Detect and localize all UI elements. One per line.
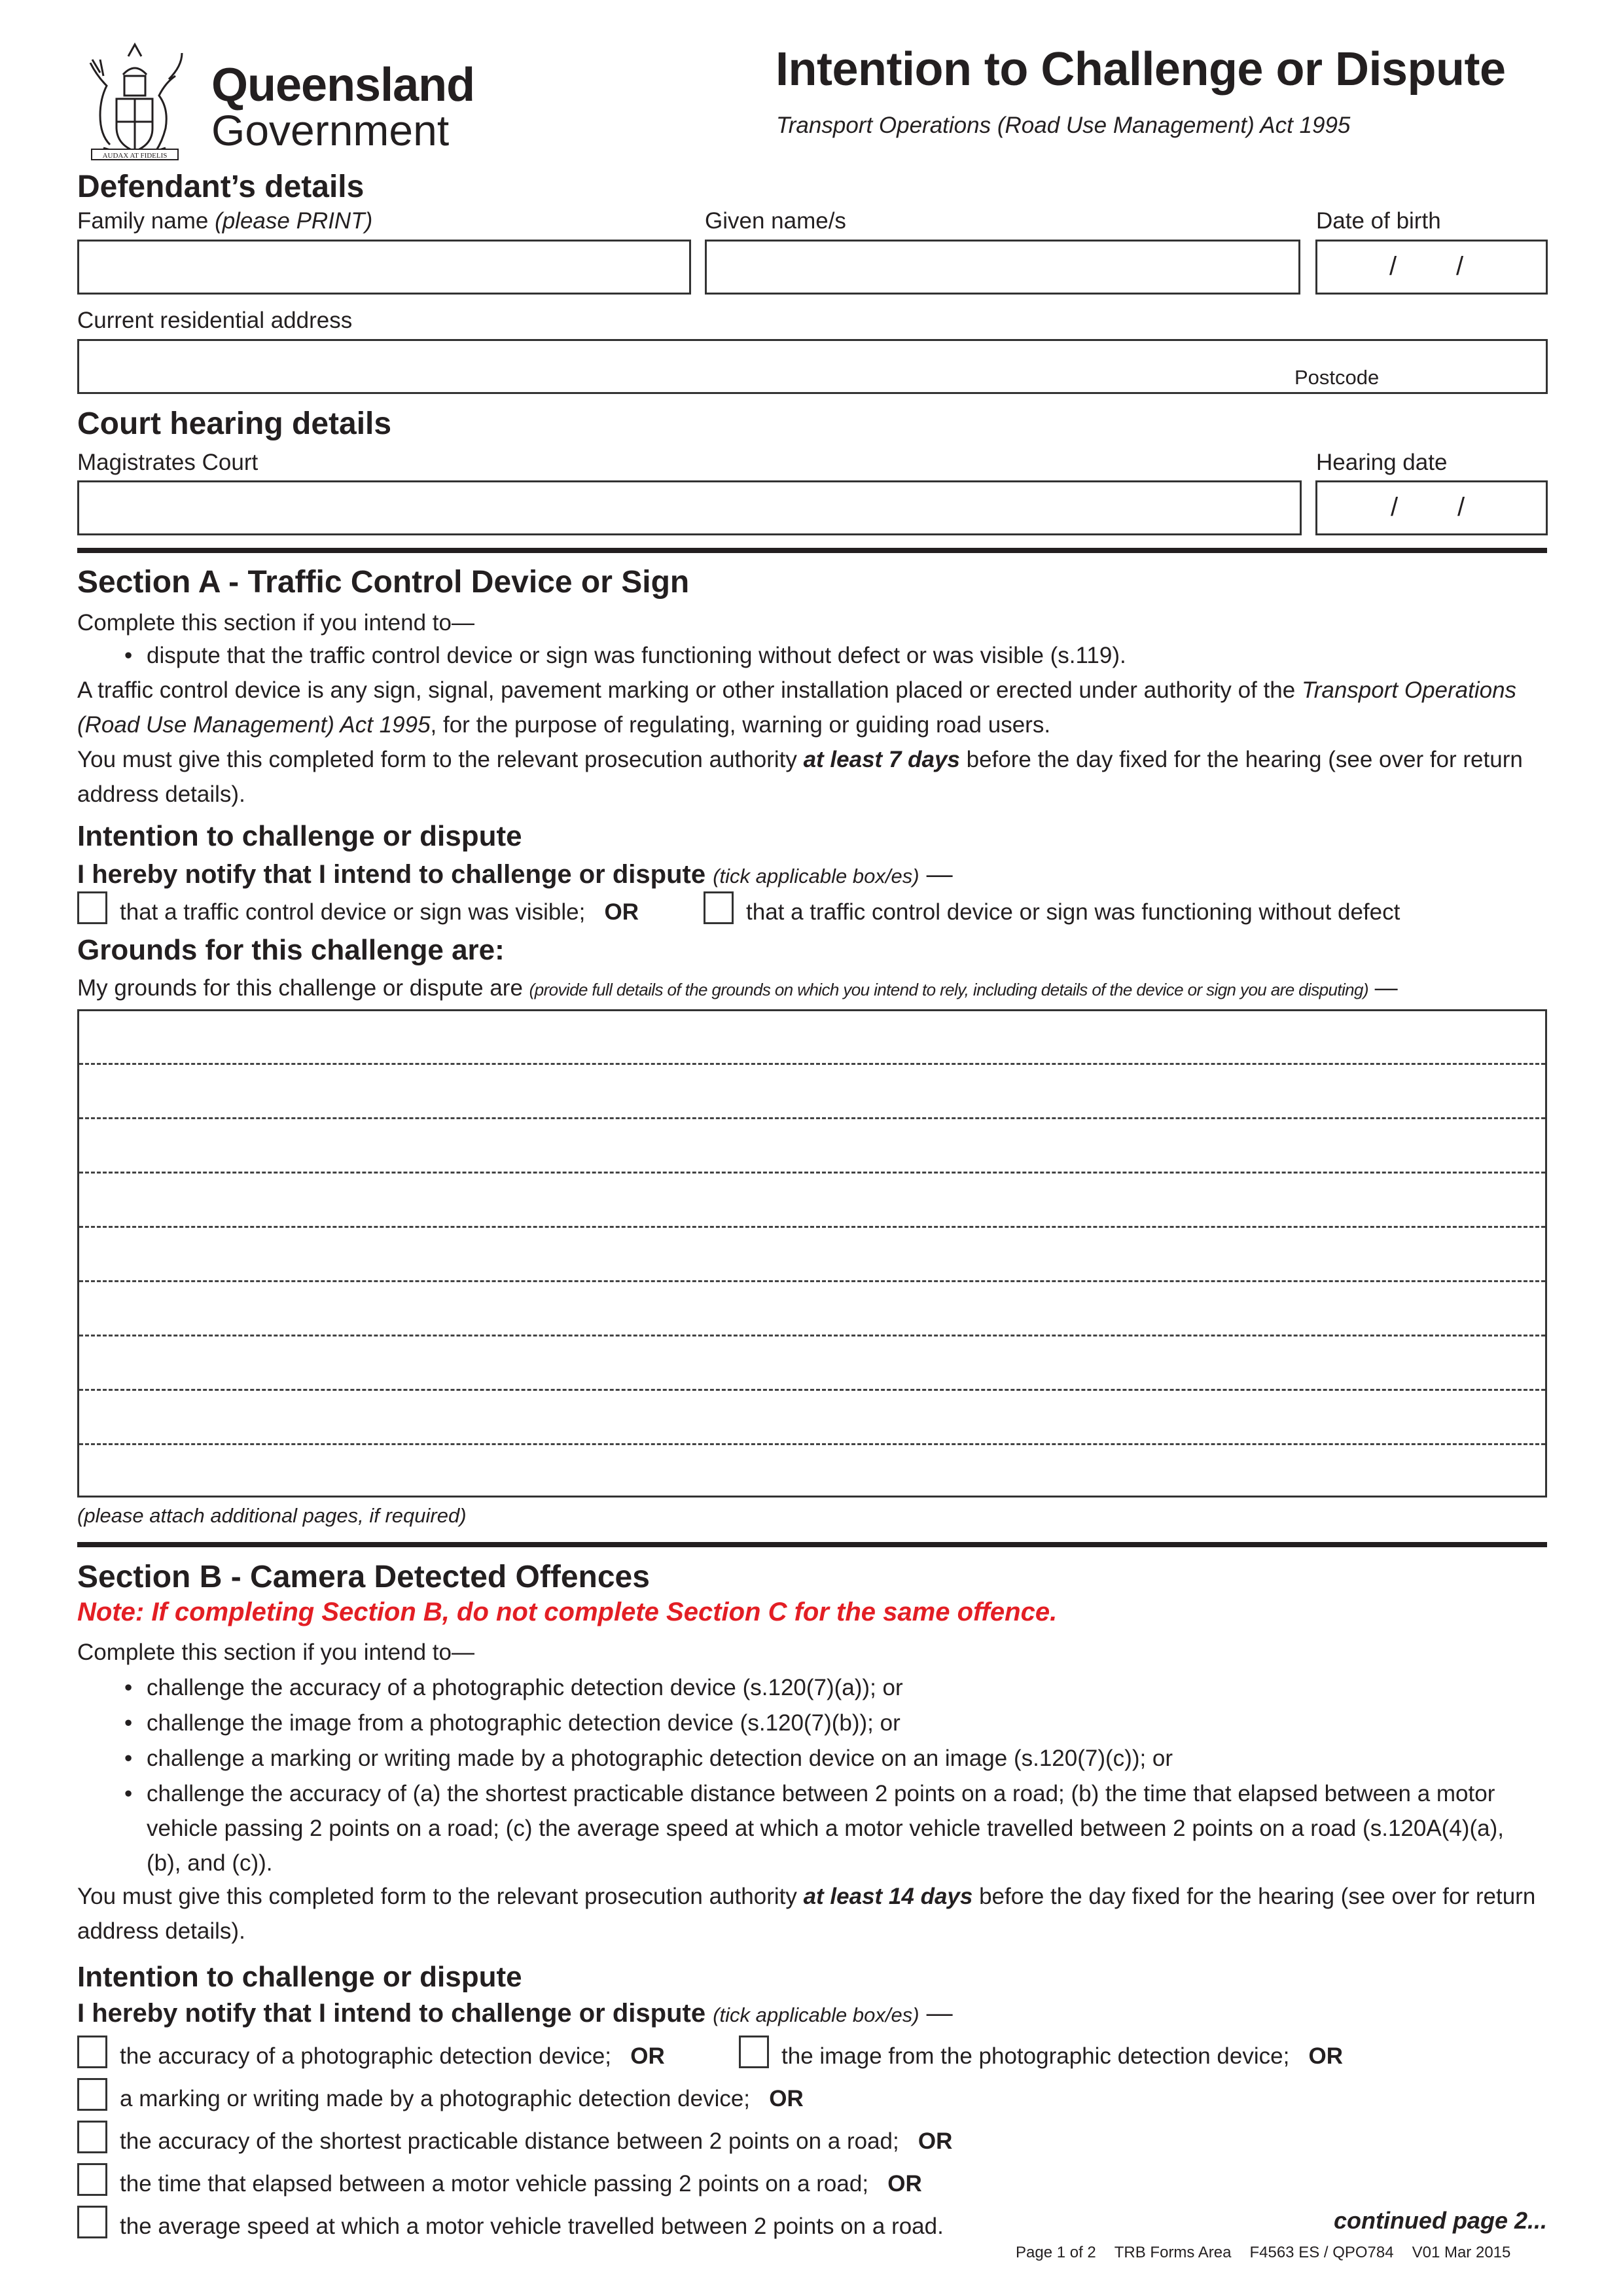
page-number: Page 1 of 2 — [1016, 2244, 1096, 2261]
section-b-bullet: • challenge the accuracy of a photographic detection device (s.120(7)(a)); or — [147, 1670, 903, 1705]
date-of-birth-label: Date of birth — [1316, 208, 1441, 234]
logo-queensland-text: Queensland — [211, 59, 475, 111]
checkbox-average-speed[interactable] — [77, 2206, 107, 2238]
option-sign-visible: that a traffic control device or sign was visible; OR — [120, 899, 639, 925]
form-version: V01 Mar 2015 — [1412, 2244, 1511, 2261]
family-name-hint: (please PRINT) — [215, 208, 373, 234]
footer-info — [1016, 2245, 1510, 2261]
checkbox-shortest-distance[interactable] — [77, 2121, 107, 2153]
checkbox-marking-writing[interactable] — [77, 2078, 107, 2111]
family-name-label: Family name (please PRINT) — [77, 208, 373, 234]
checkbox-device-image[interactable] — [739, 2036, 769, 2068]
family-name-input[interactable] — [77, 240, 691, 295]
section-divider — [77, 1542, 1547, 1547]
option-device-image: the image from the photographic detection device; OR — [781, 2043, 1343, 2069]
queensland-government-logo — [77, 37, 475, 161]
ruled-line — [79, 1226, 1545, 1228]
section-a-intention-heading: Intention to challenge or dispute — [77, 820, 522, 852]
dob-separator: / — [1389, 252, 1397, 281]
section-b-intro: Complete this section if you intend to— — [77, 1640, 474, 1665]
section-b-bullet: • challenge the accuracy of (a) the shortest practicable distance between 2 points on a road; (b) the time that elapsed between a motor vehicle passing 2 points on a road; (c) the average speed at which a motor vehicle travelled between 2 points on a road (s.120A(4)(a), (b), and (c)). — [147, 1776, 1508, 1880]
section-divider — [77, 548, 1547, 553]
attach-pages-note: (please attach additional pages, if required) — [77, 1504, 467, 1527]
ruled-line — [79, 1335, 1545, 1336]
section-a-deadline: You must give this completed form to the relevant prosecution authority at least 7 days before the day fixed for the hearing (see over for return address details). — [77, 747, 1523, 807]
section-b-bullet: • challenge the image from a photographic detection device (s.120(7)(b)); or — [147, 1706, 901, 1740]
option-device-accuracy: the accuracy of a photographic detection device; OR — [120, 2043, 665, 2069]
section-a-notify-line: I hereby notify that I intend to challenge or dispute (tick applicable box/es) — — [77, 860, 953, 889]
ruled-line — [79, 1063, 1545, 1065]
ruled-line — [79, 1389, 1545, 1391]
section-a-bullet: • dispute that the traffic control device or sign was functioning without defect or was visible (s.119). — [147, 638, 1126, 673]
page-title: Intention to Challenge or Dispute — [776, 43, 1506, 96]
traffic-control-device-definition: A traffic control device is any sign, signal, pavement marking or other installation placed or erected under authority of the Transport Operations (Road Use Management) Act 1995, for the purpose of regulating, warning or guiding road users. — [77, 677, 1517, 738]
section-b-heading: Section B - Camera Detected Offences — [77, 1560, 650, 1594]
address-label: Current residential address — [77, 308, 353, 333]
grounds-heading: Grounds for this challenge are: — [77, 934, 505, 966]
form-code: F4563 ES / QPO784 — [1249, 2244, 1394, 2261]
given-names-label: Given name/s — [705, 208, 846, 234]
postcode-label: Postcode — [1294, 366, 1380, 389]
checkbox-sign-functioning[interactable] — [704, 891, 734, 924]
option-average-speed: the average speed at which a motor vehicle travelled between 2 points on a road. — [120, 2214, 944, 2239]
checkbox-sign-visible[interactable] — [77, 891, 107, 924]
section-b-notify-line: I hereby notify that I intend to challenge or dispute (tick applicable box/es) — — [77, 1999, 953, 2028]
checkbox-elapsed-time[interactable] — [77, 2163, 107, 2196]
grounds-textarea[interactable] — [77, 1009, 1547, 1498]
ruled-line — [79, 1443, 1545, 1445]
logo-government-text: Government — [211, 106, 450, 154]
hearing-date-input[interactable] — [1315, 480, 1548, 535]
hearing-date-separator: / — [1391, 493, 1399, 522]
magistrates-court-input[interactable] — [77, 480, 1302, 535]
ruled-line — [79, 1172, 1545, 1174]
option-shortest-distance: the accuracy of the shortest practicable distance between 2 points on a road; OR — [120, 2128, 953, 2154]
ruled-line — [79, 1280, 1545, 1282]
option-sign-functioning: that a traffic control device or sign was functioning without defect — [746, 899, 1400, 925]
hearing-date-separator: / — [1457, 493, 1465, 522]
section-b-deadline: You must give this completed form to the relevant prosecution authority at least 14 days before the day fixed for the hearing (see over for return address details). — [77, 1884, 1536, 1944]
defendant-details-heading: Defendant’s details — [77, 170, 365, 204]
option-marking-writing: a marking or writing made by a photographic detection device; OR — [120, 2086, 804, 2111]
forms-area: TRB Forms Area — [1114, 2244, 1232, 2261]
section-b-bullet: • challenge a marking or writing made by a photographic detection device on an image (s.120(7)(c)); or — [147, 1741, 1173, 1776]
hearing-date-label: Hearing date — [1316, 450, 1448, 475]
grounds-label: My grounds for this challenge or dispute are (provide full details of the grounds on which you intend to rely, including details of the device or sign you are disputing) — — [77, 975, 1398, 1001]
svg-text:AUDAX AT FIDELIS: AUDAX AT FIDELIS — [102, 152, 168, 160]
option-elapsed-time: the time that elapsed between a motor vehicle passing 2 points on a road; OR — [120, 2171, 922, 2197]
dob-separator: / — [1456, 252, 1464, 281]
section-a-heading: Section A - Traffic Control Device or Sign — [77, 565, 690, 600]
given-names-input[interactable] — [705, 240, 1300, 295]
section-a-intro: Complete this section if you intend to— — [77, 610, 474, 636]
checkbox-device-accuracy[interactable] — [77, 2036, 107, 2068]
magistrates-court-label: Magistrates Court — [77, 450, 259, 475]
section-b-note: Note: If completing Section B, do not complete Section C for the same offence. — [77, 1598, 1058, 1626]
ruled-line — [79, 1117, 1545, 1119]
coat-of-arms-icon — [77, 37, 192, 161]
section-b-intention-heading: Intention to challenge or dispute — [77, 1961, 522, 1993]
date-of-birth-input[interactable] — [1315, 240, 1548, 295]
page-subtitle: Transport Operations (Road Use Management) Act 1995 — [776, 113, 1351, 138]
court-hearing-heading: Court hearing details — [77, 406, 392, 441]
address-input[interactable] — [77, 339, 1548, 394]
continued-page-note: continued page 2... — [1333, 2207, 1547, 2234]
